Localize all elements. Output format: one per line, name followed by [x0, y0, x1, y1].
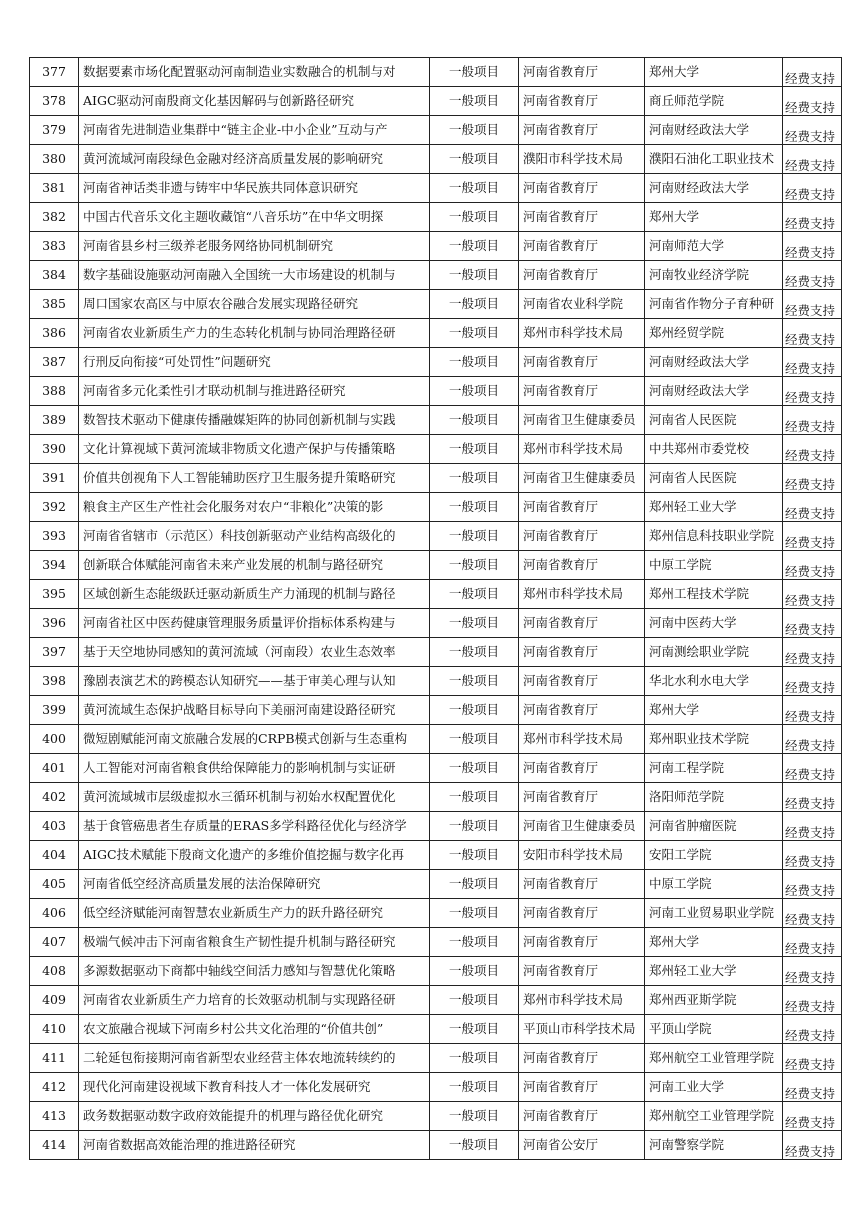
funding-status: 经费支持: [783, 348, 842, 377]
project-title: 河南省神话类非遗与铸牢中华民族共同体意识研究: [79, 174, 430, 203]
project-title: 河南省省辖市（示范区）科技创新驱动产业结构高级化的: [79, 522, 430, 551]
funding-status: 经费支持: [783, 145, 842, 174]
row-number: 391: [30, 464, 79, 493]
row-number: 404: [30, 841, 79, 870]
host-institution: 郑州航空工业管理学院: [645, 1044, 783, 1073]
project-type: 一般项目: [430, 232, 519, 261]
row-number: 411: [30, 1044, 79, 1073]
recommending-department: 河南省教育厅: [519, 116, 645, 145]
recommending-department: 河南省教育厅: [519, 1044, 645, 1073]
table-row: [30, 1015, 842, 1044]
host-institution: 河南牧业经济学院: [645, 261, 783, 290]
project-type: 一般项目: [430, 116, 519, 145]
row-number: 386: [30, 319, 79, 348]
funding-status: 经费支持: [783, 696, 842, 725]
recommending-department: 河南省教育厅: [519, 899, 645, 928]
project-type: 一般项目: [430, 957, 519, 986]
table-row: [30, 957, 842, 986]
project-type: 一般项目: [430, 348, 519, 377]
recommending-department: 郑州市科学技术局: [519, 986, 645, 1015]
host-institution: 河南测绘职业学院: [645, 638, 783, 667]
funding-status: 经费支持: [783, 58, 842, 87]
host-institution: 郑州信息科技职业学院: [645, 522, 783, 551]
table-row: [30, 435, 842, 464]
funding-status: 经费支持: [783, 812, 842, 841]
project-title: 基于食管癌患者生存质量的ERAS多学科路径优化与经济学: [79, 812, 430, 841]
host-institution: 郑州大学: [645, 928, 783, 957]
project-title: 低空经济赋能河南智慧农业新质生产力的跃升路径研究: [79, 899, 430, 928]
project-title: 微短剧赋能河南文旅融合发展的CRPB模式创新与生态重构: [79, 725, 430, 754]
funding-status: 经费支持: [783, 1073, 842, 1102]
row-number: 401: [30, 754, 79, 783]
funding-status: 经费支持: [783, 841, 842, 870]
project-type: 一般项目: [430, 145, 519, 174]
funding-status: 经费支持: [783, 928, 842, 957]
recommending-department: 河南省教育厅: [519, 551, 645, 580]
project-type: 一般项目: [430, 1131, 519, 1160]
project-type: 一般项目: [430, 754, 519, 783]
row-number: 394: [30, 551, 79, 580]
project-title: 黄河流域河南段绿色金融对经济高质量发展的影响研究: [79, 145, 430, 174]
table-row: [30, 870, 842, 899]
project-title: 基于天空地协同感知的黄河流域（河南段）农业生态效率: [79, 638, 430, 667]
row-number: 399: [30, 696, 79, 725]
funding-status: 经费支持: [783, 406, 842, 435]
row-number: 388: [30, 377, 79, 406]
funding-status: 经费支持: [783, 435, 842, 464]
project-title: 数智技术驱动下健康传播融媒矩阵的协同创新机制与实践: [79, 406, 430, 435]
funding-status: 经费支持: [783, 232, 842, 261]
host-institution: 郑州大学: [645, 203, 783, 232]
table-row: [30, 377, 842, 406]
table-row: [30, 232, 842, 261]
project-type: 一般项目: [430, 435, 519, 464]
project-title: 区域创新生态能级跃迁驱动新质生产力涌现的机制与路径: [79, 580, 430, 609]
host-institution: 河南中医药大学: [645, 609, 783, 638]
project-type: 一般项目: [430, 261, 519, 290]
row-number: 414: [30, 1131, 79, 1160]
project-table: [29, 57, 842, 1160]
row-number: 398: [30, 667, 79, 696]
host-institution: 河南省人民医院: [645, 406, 783, 435]
host-institution: 河南省肿瘤医院: [645, 812, 783, 841]
table-row: [30, 174, 842, 203]
row-number: 382: [30, 203, 79, 232]
row-number: 397: [30, 638, 79, 667]
table-row: [30, 348, 842, 377]
row-number: 390: [30, 435, 79, 464]
host-institution: 郑州航空工业管理学院: [645, 1102, 783, 1131]
recommending-department: 河南省教育厅: [519, 522, 645, 551]
funding-status: 经费支持: [783, 725, 842, 754]
table-row: [30, 87, 842, 116]
host-institution: 河南工业贸易职业学院: [645, 899, 783, 928]
project-type: 一般项目: [430, 203, 519, 232]
recommending-department: 河南省教育厅: [519, 783, 645, 812]
funding-status: 经费支持: [783, 580, 842, 609]
project-title: 人工智能对河南省粮食供给保障能力的影响机制与实证研: [79, 754, 430, 783]
funding-status: 经费支持: [783, 783, 842, 812]
row-number: 380: [30, 145, 79, 174]
recommending-department: 河南省教育厅: [519, 87, 645, 116]
row-number: 403: [30, 812, 79, 841]
table-row: [30, 1131, 842, 1160]
recommending-department: 河南省教育厅: [519, 638, 645, 667]
host-institution: 河南财经政法大学: [645, 116, 783, 145]
project-title: 河南省县乡村三级养老服务网络协同机制研究: [79, 232, 430, 261]
project-title: AIGC驱动河南殷商文化基因解码与创新路径研究: [79, 87, 430, 116]
project-type: 一般项目: [430, 406, 519, 435]
row-number: 402: [30, 783, 79, 812]
project-title: 粮食主产区生产性社会化服务对农户“非粮化”决策的影: [79, 493, 430, 522]
project-type: 一般项目: [430, 638, 519, 667]
funding-status: 经费支持: [783, 1044, 842, 1073]
funding-status: 经费支持: [783, 551, 842, 580]
table-row: [30, 203, 842, 232]
table-row: [30, 725, 842, 754]
recommending-department: 河南省教育厅: [519, 754, 645, 783]
funding-status: 经费支持: [783, 1015, 842, 1044]
host-institution: 商丘师范学院: [645, 87, 783, 116]
table-row: [30, 696, 842, 725]
table-row: [30, 841, 842, 870]
host-institution: 郑州工程技术学院: [645, 580, 783, 609]
host-institution: 郑州经贸学院: [645, 319, 783, 348]
table-row: [30, 522, 842, 551]
table-row: [30, 1044, 842, 1073]
funding-status: 经费支持: [783, 493, 842, 522]
row-number: 395: [30, 580, 79, 609]
project-title: 河南省农业新质生产力的生态转化机制与协同治理路径研: [79, 319, 430, 348]
table-row: [30, 145, 842, 174]
table-row: [30, 493, 842, 522]
project-type: 一般项目: [430, 725, 519, 754]
project-title: AIGC技术赋能下殷商文化遗产的多维价值挖掘与数字化再: [79, 841, 430, 870]
host-institution: 河南师范大学: [645, 232, 783, 261]
table-row: [30, 551, 842, 580]
host-institution: 河南财经政法大学: [645, 377, 783, 406]
recommending-department: 河南省教育厅: [519, 957, 645, 986]
table-row: [30, 580, 842, 609]
recommending-department: 河南省卫生健康委员: [519, 812, 645, 841]
recommending-department: 河南省教育厅: [519, 928, 645, 957]
project-title: 河南省多元化柔性引才联动机制与推进路径研究: [79, 377, 430, 406]
project-title: 豫剧表演艺术的跨模态认知研究——基于审美心理与认知: [79, 667, 430, 696]
host-institution: 河南工业大学: [645, 1073, 783, 1102]
project-type: 一般项目: [430, 522, 519, 551]
host-institution: 河南省作物分子育种研: [645, 290, 783, 319]
project-title: 数据要素市场化配置驱动河南制造业实数融合的机制与对: [79, 58, 430, 87]
table-row: [30, 1073, 842, 1102]
host-institution: 中原工学院: [645, 551, 783, 580]
project-type: 一般项目: [430, 841, 519, 870]
recommending-department: 郑州市科学技术局: [519, 725, 645, 754]
project-title: 周口国家农高区与中原农谷融合发展实现路径研究: [79, 290, 430, 319]
project-title: 河南省社区中医药健康管理服务质量评价指标体系构建与: [79, 609, 430, 638]
funding-status: 经费支持: [783, 290, 842, 319]
host-institution: 河南财经政法大学: [645, 348, 783, 377]
table-row: [30, 899, 842, 928]
recommending-department: 郑州市科学技术局: [519, 319, 645, 348]
project-type: 一般项目: [430, 609, 519, 638]
recommending-department: 平顶山市科学技术局: [519, 1015, 645, 1044]
project-type: 一般项目: [430, 87, 519, 116]
row-number: 379: [30, 116, 79, 145]
row-number: 405: [30, 870, 79, 899]
row-number: 384: [30, 261, 79, 290]
recommending-department: 河南省教育厅: [519, 1102, 645, 1131]
table-row: [30, 783, 842, 812]
table-row: [30, 754, 842, 783]
host-institution: 郑州轻工业大学: [645, 957, 783, 986]
project-type: 一般项目: [430, 812, 519, 841]
project-type: 一般项目: [430, 783, 519, 812]
project-type: 一般项目: [430, 580, 519, 609]
recommending-department: 河南省卫生健康委员: [519, 406, 645, 435]
project-title: 河南省数据高效能治理的推进路径研究: [79, 1131, 430, 1160]
table-row: [30, 1102, 842, 1131]
funding-status: 经费支持: [783, 377, 842, 406]
host-institution: 郑州大学: [645, 58, 783, 87]
host-institution: 安阳工学院: [645, 841, 783, 870]
funding-status: 经费支持: [783, 116, 842, 145]
row-number: 407: [30, 928, 79, 957]
recommending-department: 河南省教育厅: [519, 377, 645, 406]
recommending-department: 河南省教育厅: [519, 58, 645, 87]
project-type: 一般项目: [430, 377, 519, 406]
project-type: 一般项目: [430, 667, 519, 696]
project-title: 农文旅融合视域下河南乡村公共文化治理的“价值共创”: [79, 1015, 430, 1044]
project-type: 一般项目: [430, 1044, 519, 1073]
project-title: 数字基础设施驱动河南融入全国统一大市场建设的机制与: [79, 261, 430, 290]
project-type: 一般项目: [430, 899, 519, 928]
project-title: 河南省农业新质生产力培育的长效驱动机制与实现路径研: [79, 986, 430, 1015]
funding-status: 经费支持: [783, 203, 842, 232]
table-row: [30, 812, 842, 841]
row-number: 413: [30, 1102, 79, 1131]
project-title: 极端气候冲击下河南省粮食生产韧性提升机制与路径研究: [79, 928, 430, 957]
recommending-department: 郑州市科学技术局: [519, 580, 645, 609]
funding-status: 经费支持: [783, 957, 842, 986]
host-institution: 洛阳师范学院: [645, 783, 783, 812]
project-type: 一般项目: [430, 1102, 519, 1131]
recommending-department: 河南省卫生健康委员: [519, 464, 645, 493]
table-row: [30, 290, 842, 319]
project-title: 行刑反向衔接“可处罚性”问题研究: [79, 348, 430, 377]
project-type: 一般项目: [430, 58, 519, 87]
row-number: 400: [30, 725, 79, 754]
table-row: [30, 464, 842, 493]
row-number: 383: [30, 232, 79, 261]
recommending-department: 河南省教育厅: [519, 493, 645, 522]
project-title: 政务数据驱动数字政府效能提升的机理与路径优化研究: [79, 1102, 430, 1131]
recommending-department: 河南省教育厅: [519, 1073, 645, 1102]
row-number: 410: [30, 1015, 79, 1044]
funding-status: 经费支持: [783, 754, 842, 783]
project-title: 中国古代音乐文化主题收藏馆“八音乐坊”在中华文明探: [79, 203, 430, 232]
funding-status: 经费支持: [783, 609, 842, 638]
funding-status: 经费支持: [783, 319, 842, 348]
recommending-department: 河南省教育厅: [519, 174, 645, 203]
host-institution: 河南警察学院: [645, 1131, 783, 1160]
row-number: 393: [30, 522, 79, 551]
project-type: 一般项目: [430, 928, 519, 957]
host-institution: 中共郑州市委党校: [645, 435, 783, 464]
project-title: 黄河流域城市层级虚拟水三循环机制与初始水权配置优化: [79, 783, 430, 812]
funding-status: 经费支持: [783, 174, 842, 203]
funding-status: 经费支持: [783, 986, 842, 1015]
row-number: 412: [30, 1073, 79, 1102]
project-type: 一般项目: [430, 290, 519, 319]
funding-status: 经费支持: [783, 1131, 842, 1160]
recommending-department: 河南省教育厅: [519, 348, 645, 377]
host-institution: 郑州大学: [645, 696, 783, 725]
recommending-department: 河南省教育厅: [519, 261, 645, 290]
project-type: 一般项目: [430, 464, 519, 493]
row-number: 381: [30, 174, 79, 203]
project-type: 一般项目: [430, 870, 519, 899]
host-institution: 河南财经政法大学: [645, 174, 783, 203]
row-number: 408: [30, 957, 79, 986]
funding-status: 经费支持: [783, 899, 842, 928]
table-row: [30, 609, 842, 638]
funding-status: 经费支持: [783, 261, 842, 290]
recommending-department: 河南省教育厅: [519, 696, 645, 725]
project-title: 黄河流域生态保护战略目标导向下美丽河南建设路径研究: [79, 696, 430, 725]
funding-status: 经费支持: [783, 1102, 842, 1131]
row-number: 409: [30, 986, 79, 1015]
funding-status: 经费支持: [783, 638, 842, 667]
project-type: 一般项目: [430, 493, 519, 522]
project-title: 现代化河南建设视域下教育科技人才一体化发展研究: [79, 1073, 430, 1102]
row-number: 377: [30, 58, 79, 87]
project-title: 二轮延包衔接期河南省新型农业经营主体农地流转续约的: [79, 1044, 430, 1073]
project-title: 河南省先进制造业集群中“链主企业-中小企业”互动与产: [79, 116, 430, 145]
project-type: 一般项目: [430, 986, 519, 1015]
recommending-department: 河南省公安厅: [519, 1131, 645, 1160]
table-row: [30, 319, 842, 348]
project-type: 一般项目: [430, 174, 519, 203]
host-institution: 平顶山学院: [645, 1015, 783, 1044]
funding-status: 经费支持: [783, 87, 842, 116]
host-institution: 濮阳石油化工职业技术: [645, 145, 783, 174]
funding-status: 经费支持: [783, 522, 842, 551]
row-number: 385: [30, 290, 79, 319]
project-title: 多源数据驱动下商都中轴线空间活力感知与智慧优化策略: [79, 957, 430, 986]
table-row: [30, 928, 842, 957]
recommending-department: 河南省教育厅: [519, 203, 645, 232]
project-title: 河南省低空经济高质量发展的法治保障研究: [79, 870, 430, 899]
host-institution: 河南工程学院: [645, 754, 783, 783]
project-title: 创新联合体赋能河南省未来产业发展的机制与路径研究: [79, 551, 430, 580]
row-number: 378: [30, 87, 79, 116]
funding-status: 经费支持: [783, 464, 842, 493]
host-institution: 华北水利水电大学: [645, 667, 783, 696]
table-body: [30, 58, 842, 1160]
table-row: [30, 116, 842, 145]
host-institution: 河南省人民医院: [645, 464, 783, 493]
row-number: 389: [30, 406, 79, 435]
project-type: 一般项目: [430, 319, 519, 348]
project-type: 一般项目: [430, 1015, 519, 1044]
recommending-department: 郑州市科学技术局: [519, 435, 645, 464]
row-number: 392: [30, 493, 79, 522]
project-title: 价值共创视角下人工智能辅助医疗卫生服务提升策略研究: [79, 464, 430, 493]
table-row: [30, 406, 842, 435]
table-row: [30, 261, 842, 290]
row-number: 396: [30, 609, 79, 638]
host-institution: 中原工学院: [645, 870, 783, 899]
project-title: 文化计算视域下黄河流域非物质文化遗产保护与传播策略: [79, 435, 430, 464]
recommending-department: 河南省教育厅: [519, 609, 645, 638]
project-type: 一般项目: [430, 696, 519, 725]
host-institution: 郑州职业技术学院: [645, 725, 783, 754]
row-number: 406: [30, 899, 79, 928]
table-row: [30, 986, 842, 1015]
funding-status: 经费支持: [783, 870, 842, 899]
table-row: [30, 58, 842, 87]
recommending-department: 濮阳市科学技术局: [519, 145, 645, 174]
funding-status: 经费支持: [783, 667, 842, 696]
row-number: 387: [30, 348, 79, 377]
recommending-department: 河南省教育厅: [519, 232, 645, 261]
table-row: [30, 638, 842, 667]
recommending-department: 河南省教育厅: [519, 667, 645, 696]
host-institution: 郑州轻工业大学: [645, 493, 783, 522]
project-type: 一般项目: [430, 1073, 519, 1102]
host-institution: 郑州西亚斯学院: [645, 986, 783, 1015]
recommending-department: 河南省教育厅: [519, 870, 645, 899]
table-row: [30, 667, 842, 696]
project-type: 一般项目: [430, 551, 519, 580]
recommending-department: 安阳市科学技术局: [519, 841, 645, 870]
recommending-department: 河南省农业科学院: [519, 290, 645, 319]
